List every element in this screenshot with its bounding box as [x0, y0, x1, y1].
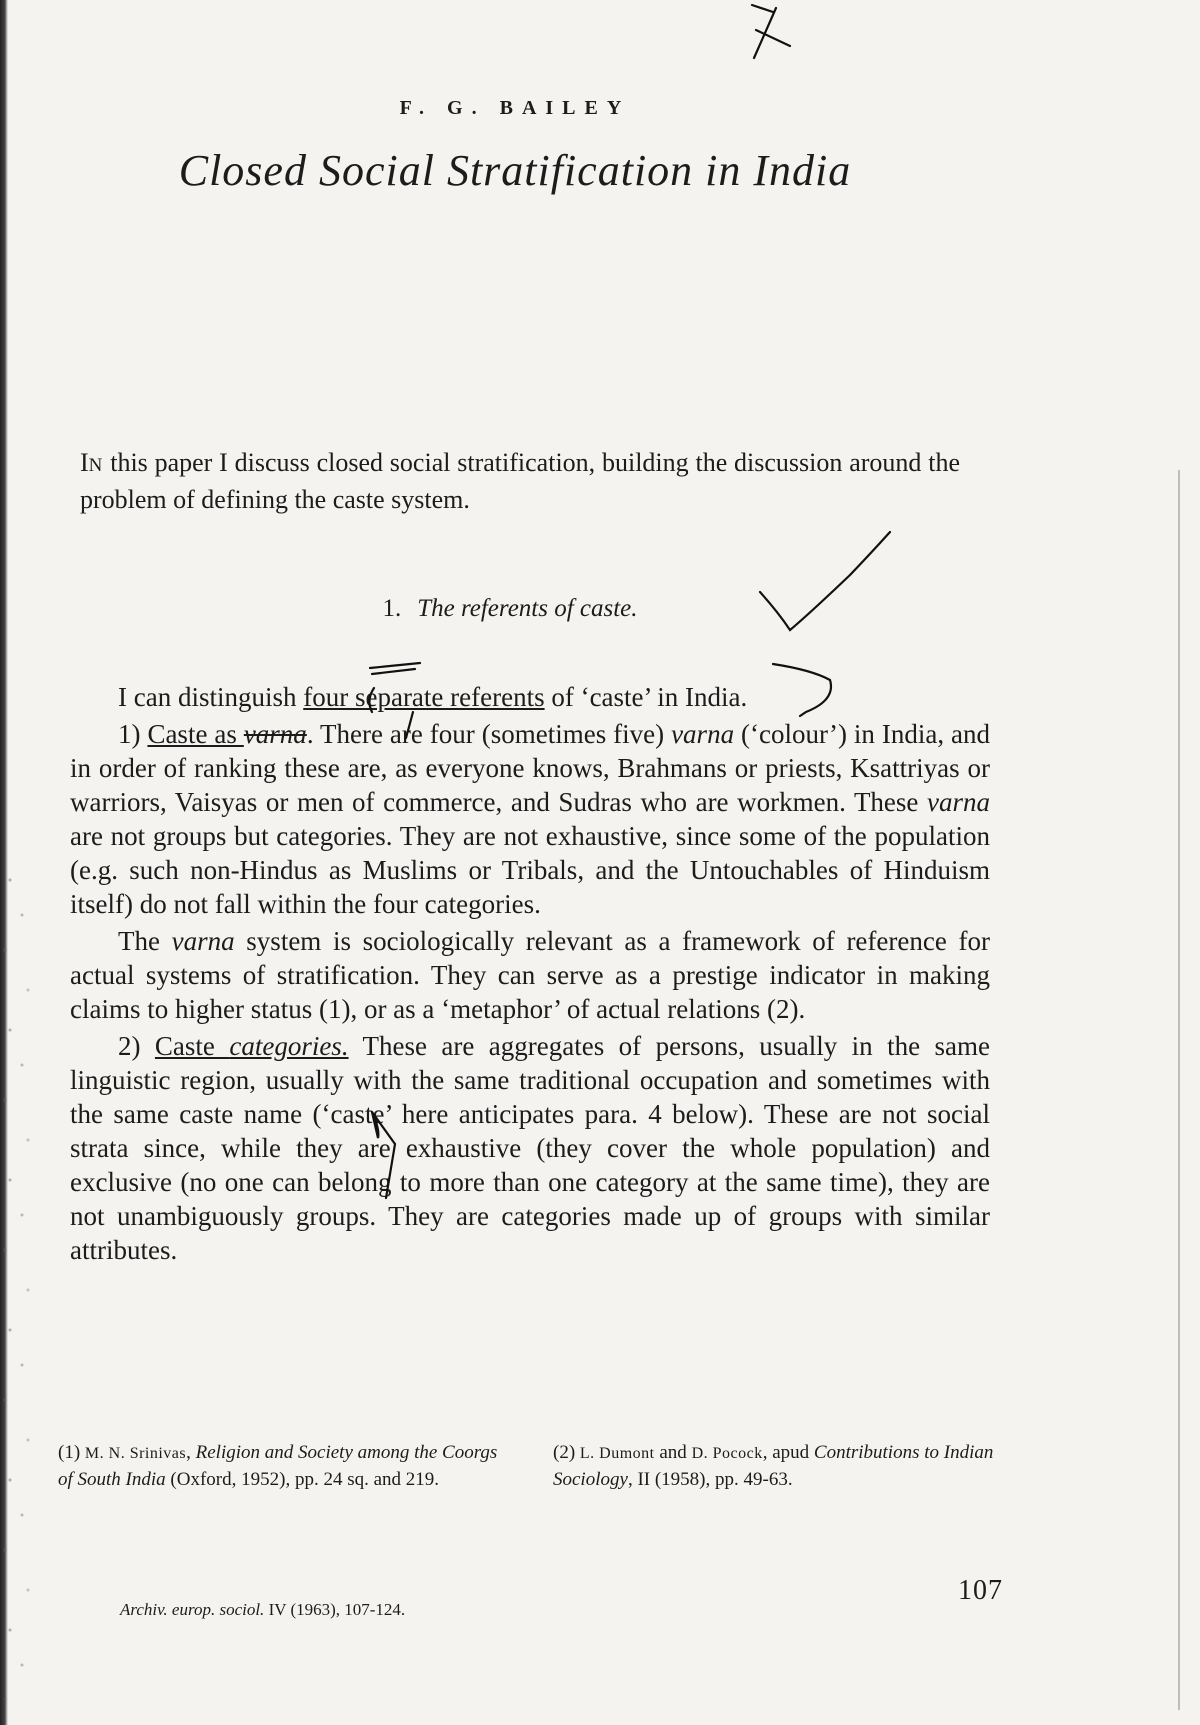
section-number: 1.	[382, 595, 402, 622]
body-text	[70, 680, 990, 1267]
item-number: 1)	[118, 719, 148, 749]
intro-paragraph	[80, 446, 960, 517]
journal-volume: IV (1963), 107-124.	[264, 1600, 406, 1619]
text-run: These are aggregates of persons, usually in the same linguistic region, usually with the same traditional occupation and sometimes with the same caste name (‘caste’ here anticipates para. 4 below). These are not social strata since, while they are exhaustive (they cover the whole population) and exclusive (no one can belong to more than one category at the same time), they are not unambiguously groups. They are categories made up of groups with similar attributes.	[70, 1031, 990, 1265]
paragraph-1	[70, 680, 990, 714]
struck-word: varna	[243, 719, 307, 749]
footnote-title: Religion and Society among the Coorgs of South India	[58, 1442, 498, 1490]
footnote-author: M. N. Srinivas	[84, 1445, 187, 1462]
text-run: ,	[186, 1442, 196, 1463]
item-number: 2)	[118, 1031, 155, 1061]
drop-cap: I	[80, 448, 89, 477]
margin-rule	[1178, 470, 1180, 1710]
text-run: . There are four (sometimes five)	[306, 719, 672, 749]
footnote-number: (2)	[553, 1442, 580, 1463]
section-heading	[0, 595, 1020, 623]
footnote-1	[58, 1440, 513, 1493]
footnote-author: L. Dumont	[579, 1445, 655, 1462]
text-run: , II (1958), pp. 49-63.	[627, 1469, 793, 1490]
intro-text: this paper I discuss closed social stratification, building the discussion around the problem of defining the caste system.	[80, 448, 960, 514]
journal-name: Archiv. europ. sociol.	[120, 1600, 265, 1619]
page-number: 107	[958, 1575, 1003, 1606]
footnote-2	[553, 1440, 1008, 1493]
italic-term: varna	[171, 926, 235, 956]
underlined-italic-term: categories.	[229, 1031, 349, 1061]
text-run: , apud	[762, 1442, 814, 1463]
text-run: (Oxford, 1952), pp. 24 sq. and 219.	[165, 1469, 440, 1490]
paper-title: Closed Social Stratification in India	[178, 146, 852, 195]
paragraph-2	[70, 717, 990, 921]
text-run: of ‘caste’ in India.	[544, 682, 748, 712]
italic-term: varna	[671, 719, 735, 749]
text-run: system is sociologically relevant as a framework of reference for actual systems of stratification. They can serve as a prestige indicator in making claims to higher status (1), or as a ‘metaphor’ of actual relations (2).	[70, 926, 990, 1024]
underlined-phrase: Caste	[154, 1031, 230, 1061]
paragraph-3	[70, 924, 990, 1026]
footnotes	[58, 1440, 1008, 1493]
italic-term: varna	[927, 787, 990, 817]
footnote-title: Contributions to Indian Sociology	[553, 1442, 994, 1490]
footnote-author: D. Pocock	[691, 1445, 763, 1462]
journal-citation	[120, 1600, 405, 1620]
small-caps-letter: N	[88, 455, 104, 476]
section-title: The referents of caste.	[417, 595, 638, 622]
author-name: F. G. BAILEY	[399, 97, 631, 119]
text-run: are not groups but categories. They are not exhaustive, since some of the population (e.g. such non-Hindus as Muslims or Tribals, and the Untouchables of Hinduism itself) do not fall within the four categories.	[70, 821, 990, 919]
underlined-phrase: four separate referents	[303, 682, 545, 712]
text-run: The	[118, 926, 172, 956]
underlined-phrase: Caste as	[147, 719, 244, 749]
text-run: and	[654, 1442, 692, 1463]
text-run: I can distinguish	[118, 682, 304, 712]
paragraph-4	[70, 1029, 990, 1267]
text-run: (‘colour’) in India, and in order of ranking these are, as everyone knows, Brahmans or priests, Ksattriyas or warriors, Vaisyas or men of commerce, and Sudras who are workmen. These	[70, 719, 991, 817]
footnote-number: (1)	[58, 1442, 85, 1463]
cross-mark-icon	[752, 5, 790, 58]
scan-speckle	[0, 860, 34, 1700]
